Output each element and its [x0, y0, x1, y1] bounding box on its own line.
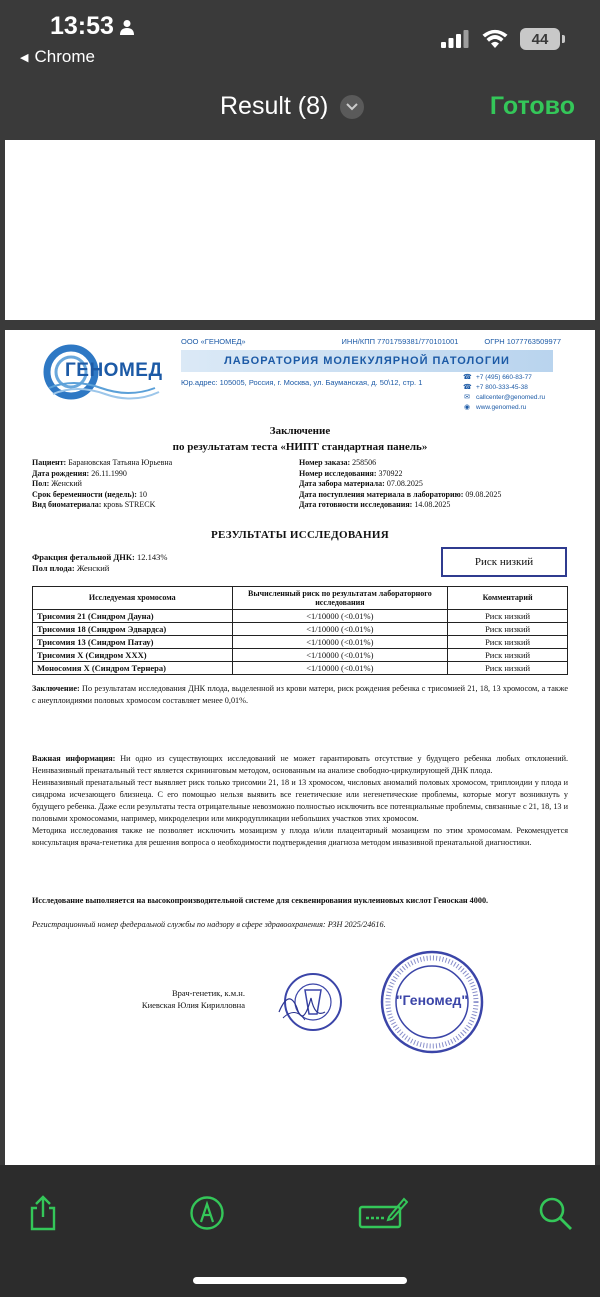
table-row: Трисомия X (Синдром XXX) <1/10000 (<0.01%) Риск низкий: [33, 649, 568, 662]
person-icon: [120, 19, 134, 35]
table-row: Трисомия 13 (Синдром Патау) <1/10000 (<0.01%) Риск низкий: [33, 636, 568, 649]
markup-pen-icon: [189, 1195, 225, 1231]
doc-title: Заключение: [269, 425, 331, 437]
chevron-down-icon: [340, 95, 364, 119]
cellular-signal-icon: [440, 29, 470, 49]
order-info: Номер заказа: 258506 Номер исследования: 370922 Дата забора материала: 07.08.2025 Дата поступления материала в лабораторию: 09.08.2025 Дата готовности исследования: 14.08.2025: [299, 458, 502, 509]
share-icon: [27, 1195, 59, 1231]
done-button[interactable]: Готово: [489, 92, 575, 120]
email-icon: ✉: [464, 394, 470, 401]
status-time: 13:53: [50, 12, 134, 41]
results-title: РЕЗУЛЬТАТЫ ИССЛЕДОВАНИЯ: [210, 529, 389, 541]
ogrn: ОГРН 1077763509977: [484, 337, 561, 346]
table-header: Вычисленный риск по результатам лабораторного исследования: [232, 587, 448, 610]
risk-summary-box: Риск низкий: [441, 547, 567, 577]
registration-info: Регистрационный номер федеральной службы по надзору в сфере здравоохранения: РЗН 2025/24616.: [32, 920, 386, 929]
doctor-signature-block: Врач-генетик, к.м.н. Киевская Юлия Кирилловна: [141, 988, 245, 1010]
results-table: [32, 586, 568, 675]
lab-name: ЛАБОРАТОРИЯ МОЛЕКУЛЯРНОЙ ПАТОЛОГИИ: [181, 350, 553, 372]
signature-button[interactable]: [358, 1193, 408, 1233]
globe-icon: ◉: [463, 404, 471, 411]
search-icon: [537, 1195, 573, 1231]
fetal-info: Фракция фетальной ДНК: 12.143% Пол плода: Женский: [32, 552, 168, 573]
important-info: Важная информация: Ни одно из существующих исследований не может гарантировать отсутствие у будущего ребенка любых отклонений. Неинвазивный пренатальный тест является скрининговым методом, основанным на анализе свободно-циркулирующей ДНК плода. Неинвазивный пренатальный тест выявляет риск только трисомии 21, 18 и 13 хромосом, числовых аномалий половых хромосом, триплоидии у плода и синдрома исчезающего близнеца. С его помощью нельзя выявить все генетические или негенетические проблемы, которые могут возникнуть у будущего ребенка. Даже если результаты теста отрицательные невозможно полностью исключить все потенциальные проблемы, связанные с 21, 18, 13 и половыми хромосомами, например, микроделеции или микродупликации небольших участков этих хромосом. Методика исследования также не позволяет исключить мозаицизм у плода и/или плацентарный мозаицизм по этим хромосомам. Рекомендуется консультация врача-генетика для решения вопроса о необходимости подтверждения диагноза методом инвазивной пренатальной диагностики.: [32, 754, 569, 847]
phone-icon: ☎: [463, 374, 472, 381]
address: Юр.адрес: 105005, Россия, г. Москва, ул. Бауманская, д. 50\12, стр. 1: [181, 378, 423, 387]
share-button[interactable]: [23, 1193, 63, 1233]
genomed-logo: ГЕНОМЕД: [43, 342, 161, 402]
signature-icon: [358, 1195, 408, 1231]
company-stamp: "Геномед": [378, 948, 486, 1056]
patient-info: Пациент: Барановская Татьяна Юрьевна Дата рождения: 26.11.1990 Пол: Женский Срок беременности (недель): 10 Вид биоматериала: кровь STRECK: [32, 458, 173, 509]
table-row: Моносомия X (Синдром Тернера) <1/10000 (<0.01%) Риск низкий: [33, 662, 568, 675]
wifi-icon: [482, 29, 508, 49]
table-row: Трисомия 21 (Синдром Дауна) <1/10000 (<0.01%) Риск низкий: [33, 610, 568, 623]
system-info: Исследование выполняется на высокопроизводительной системе для секвенирования нуклеиновых кислот Геноскан 4000.: [32, 896, 489, 905]
document-page-blank: [5, 140, 595, 320]
company-name: ООО «ГЕНОМЕД»: [181, 337, 246, 346]
markup-button[interactable]: [187, 1193, 227, 1233]
status-bar: [0, 0, 600, 75]
doc-subtitle: по результатам теста «НИПТ стандартная панель»: [172, 441, 428, 453]
table-row: Трисомия 18 (Синдром Эдвардса) <1/10000 (<0.01%) Риск низкий: [33, 623, 568, 636]
contacts: ☎ +7 (495) 660-83-77 ☎ +7 800-333-45-38 ✉ callcenter@genomed.ru ◉ www.genomed.ru: [463, 374, 546, 411]
document-page: [5, 330, 595, 1165]
home-indicator[interactable]: [193, 1277, 407, 1284]
back-triangle-icon: ◀: [20, 51, 29, 64]
doctor-stamp: [275, 968, 347, 1040]
conclusion: Заключение: По результатам исследования ДНК плода, выделенной из крови матери, риск рождения ребенка с трисомией 21, 18, 13 хромосом, а также с анеуплоидиями половых хромосом составляет менее 0,01%.: [32, 684, 569, 705]
document-title-menu[interactable]: Result (8): [220, 92, 364, 121]
inn: ИНН/КПП 7701759381/770101001: [341, 337, 459, 346]
back-to-app[interactable]: ◀ Chrome: [20, 47, 95, 66]
letterhead: [5, 330, 595, 420]
nav-bar: [0, 80, 600, 135]
table-header: Исследуемая хромосома: [33, 587, 233, 610]
battery-icon: 44: [520, 28, 560, 50]
search-button[interactable]: [535, 1193, 575, 1233]
phone-icon: ☎: [463, 384, 472, 391]
table-header: Комментарий: [448, 587, 568, 610]
